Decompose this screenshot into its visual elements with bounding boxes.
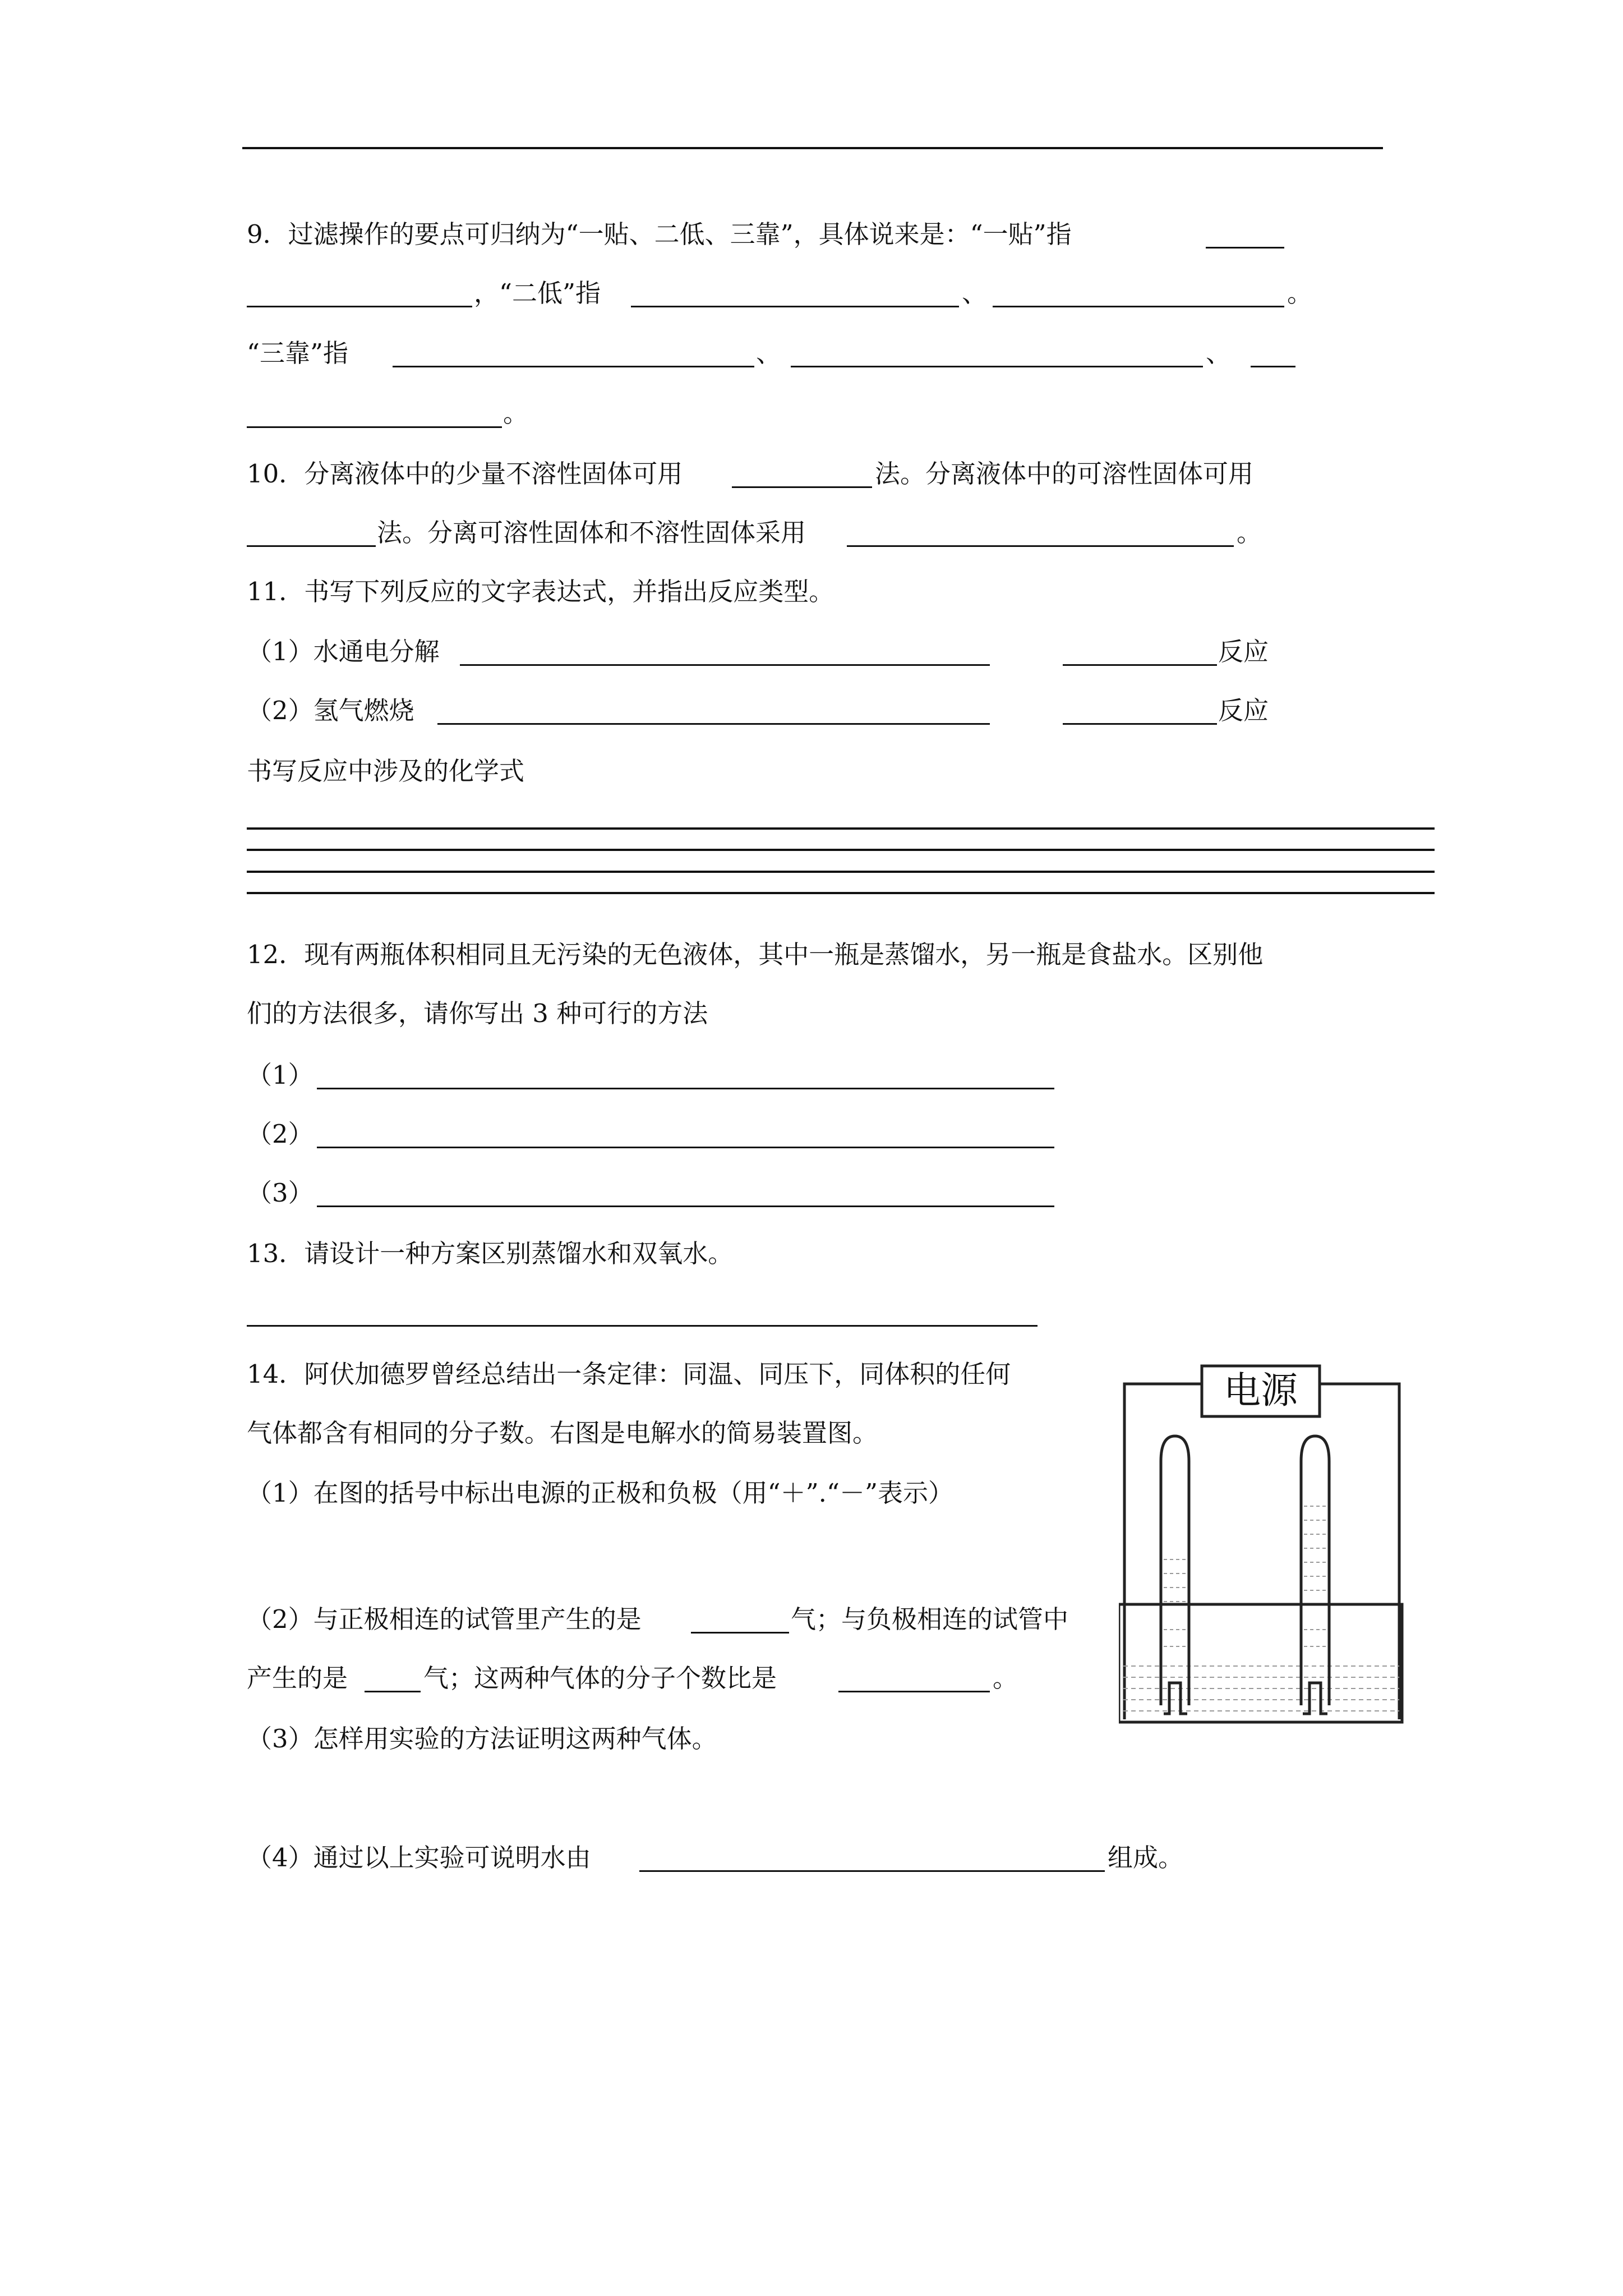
q14-part2-d: 气；这两种气体的分子个数比是 [423, 1663, 777, 1693]
q12-method-2-marker: （2） [247, 1119, 313, 1149]
header-rule [242, 147, 1383, 149]
q11-blank-type-1[interactable] [1063, 664, 1217, 666]
q12-line1: 12．现有两瓶体积相同且无污染的无色液体，其中一瓶是蒸馏水，另一瓶是食盐水。区别他 [247, 940, 1264, 969]
q9-sep: 、 [1206, 338, 1232, 368]
q12-blank-method-1[interactable] [317, 1088, 1054, 1089]
q10-blank-method[interactable] [847, 545, 1234, 547]
q10-blank-filter[interactable] [732, 486, 872, 488]
q10-blank-evaporate[interactable] [247, 545, 376, 547]
q9-blank-tiepaper-a[interactable] [1206, 247, 1284, 249]
q12-blank-method-2[interactable] [317, 1147, 1054, 1148]
q9-blank-lean-3a[interactable] [1251, 366, 1295, 367]
q12-method-3-marker: （3） [247, 1178, 313, 1208]
q14-part2-c: 产生的是 [247, 1663, 348, 1693]
q9-blank-lean-3b[interactable] [247, 426, 502, 428]
q14-blank-cathode-gas[interactable] [365, 1691, 421, 1692]
q9-blank-low-2[interactable] [993, 306, 1284, 307]
q10-line2-a: 法。分离可溶性固体和不溶性固体采用 [377, 518, 806, 547]
q11-blank-equation-2[interactable] [437, 723, 990, 725]
q14-blank-composition[interactable] [639, 1870, 1105, 1872]
q9-blank-low-1[interactable] [631, 306, 959, 307]
q14-part2-e: 。 [993, 1663, 1018, 1693]
q9-two-low-label: ，“二低”指 [474, 278, 601, 308]
q14-part2-a: （2）与正极相连的试管里产生的是 [247, 1604, 642, 1634]
q9-sep: 、 [756, 338, 782, 368]
q11-blank-type-2[interactable] [1063, 723, 1217, 725]
q11-reaction-1: （1）水通电分解 [247, 637, 440, 666]
q11-blank-equation-1[interactable] [460, 664, 990, 666]
q14-part3: （3）怎样用实验的方法证明这两种气体。 [247, 1724, 717, 1754]
q14-line1: 14．阿伏加德罗曾经总结出一条定律：同温、同压下，同体积的任何 [247, 1359, 1011, 1389]
right-wire [1321, 1384, 1399, 1719]
q12-blank-method-3[interactable] [317, 1205, 1054, 1207]
q11-stem: 11．书写下列反应的文字表达式，并指出反应类型。 [247, 577, 834, 606]
q12-line2: 们的方法很多，请你写出 3 种可行的方法 [247, 999, 708, 1028]
q9-three-lean-label: “三靠”指 [247, 338, 349, 368]
q9-line1: 9．过滤操作的要点可归纳为“一贴、二低、三靠”，具体说来是：“一贴”指 [247, 219, 1072, 249]
q14-part4-a: （4）通过以上实验可说明水由 [247, 1843, 591, 1872]
left-wire [1124, 1384, 1203, 1719]
q12-method-1-marker: （1） [247, 1060, 313, 1090]
q14-line2: 气体都含有相同的分子数。右图是电解水的简易装置图。 [247, 1418, 878, 1448]
electrolysis-apparatus-figure [1119, 1349, 1405, 1731]
q10-period: 。 [1237, 518, 1262, 547]
q14-blank-ratio[interactable] [838, 1691, 990, 1692]
q9-blank-lean-1[interactable] [393, 366, 754, 367]
left-test-tube [1161, 1436, 1189, 1705]
right-electrode [1303, 1683, 1327, 1714]
left-electrode [1164, 1683, 1187, 1714]
q11-formula-line-2[interactable] [247, 849, 1435, 851]
q9-period: 。 [1287, 278, 1313, 308]
q13-blank-answer[interactable] [247, 1325, 1038, 1327]
q9-blank-tiepaper-b[interactable] [247, 306, 472, 307]
q11-formula-line-4[interactable] [247, 892, 1435, 894]
q11-formula-line-1[interactable] [247, 827, 1435, 830]
q11-type-label-1: 反应 [1218, 637, 1269, 666]
right-test-tube [1301, 1436, 1329, 1705]
q10-line1-b: 法。分离液体中的可溶性固体可用 [875, 459, 1254, 489]
q9-blank-lean-2[interactable] [791, 366, 1203, 367]
q11-formula-line-3[interactable] [247, 871, 1435, 873]
q11-formula-prompt: 书写反应中涉及的化学式 [247, 756, 525, 786]
q11-reaction-2: （2）氢气燃烧 [247, 696, 414, 725]
power-supply-label: 电源 [1224, 1369, 1298, 1412]
q9-sep: 、 [962, 278, 988, 308]
q14-part2-b: 气；与负极相连的试管中 [791, 1604, 1069, 1634]
q11-type-label-2: 反应 [1218, 696, 1269, 725]
q10-line1-a: 10．分离液体中的少量不溶性固体可用 [247, 459, 683, 489]
q9-period: 。 [503, 398, 529, 428]
q14-part1: （1）在图的括号中标出电源的正极和负极（用“＋”.“－”表示） [247, 1478, 953, 1508]
q13-stem: 13．请设计一种方案区别蒸馏水和双氧水。 [247, 1239, 734, 1268]
q14-part4-b: 组成。 [1108, 1843, 1184, 1872]
q14-blank-anode-gas[interactable] [691, 1632, 789, 1634]
